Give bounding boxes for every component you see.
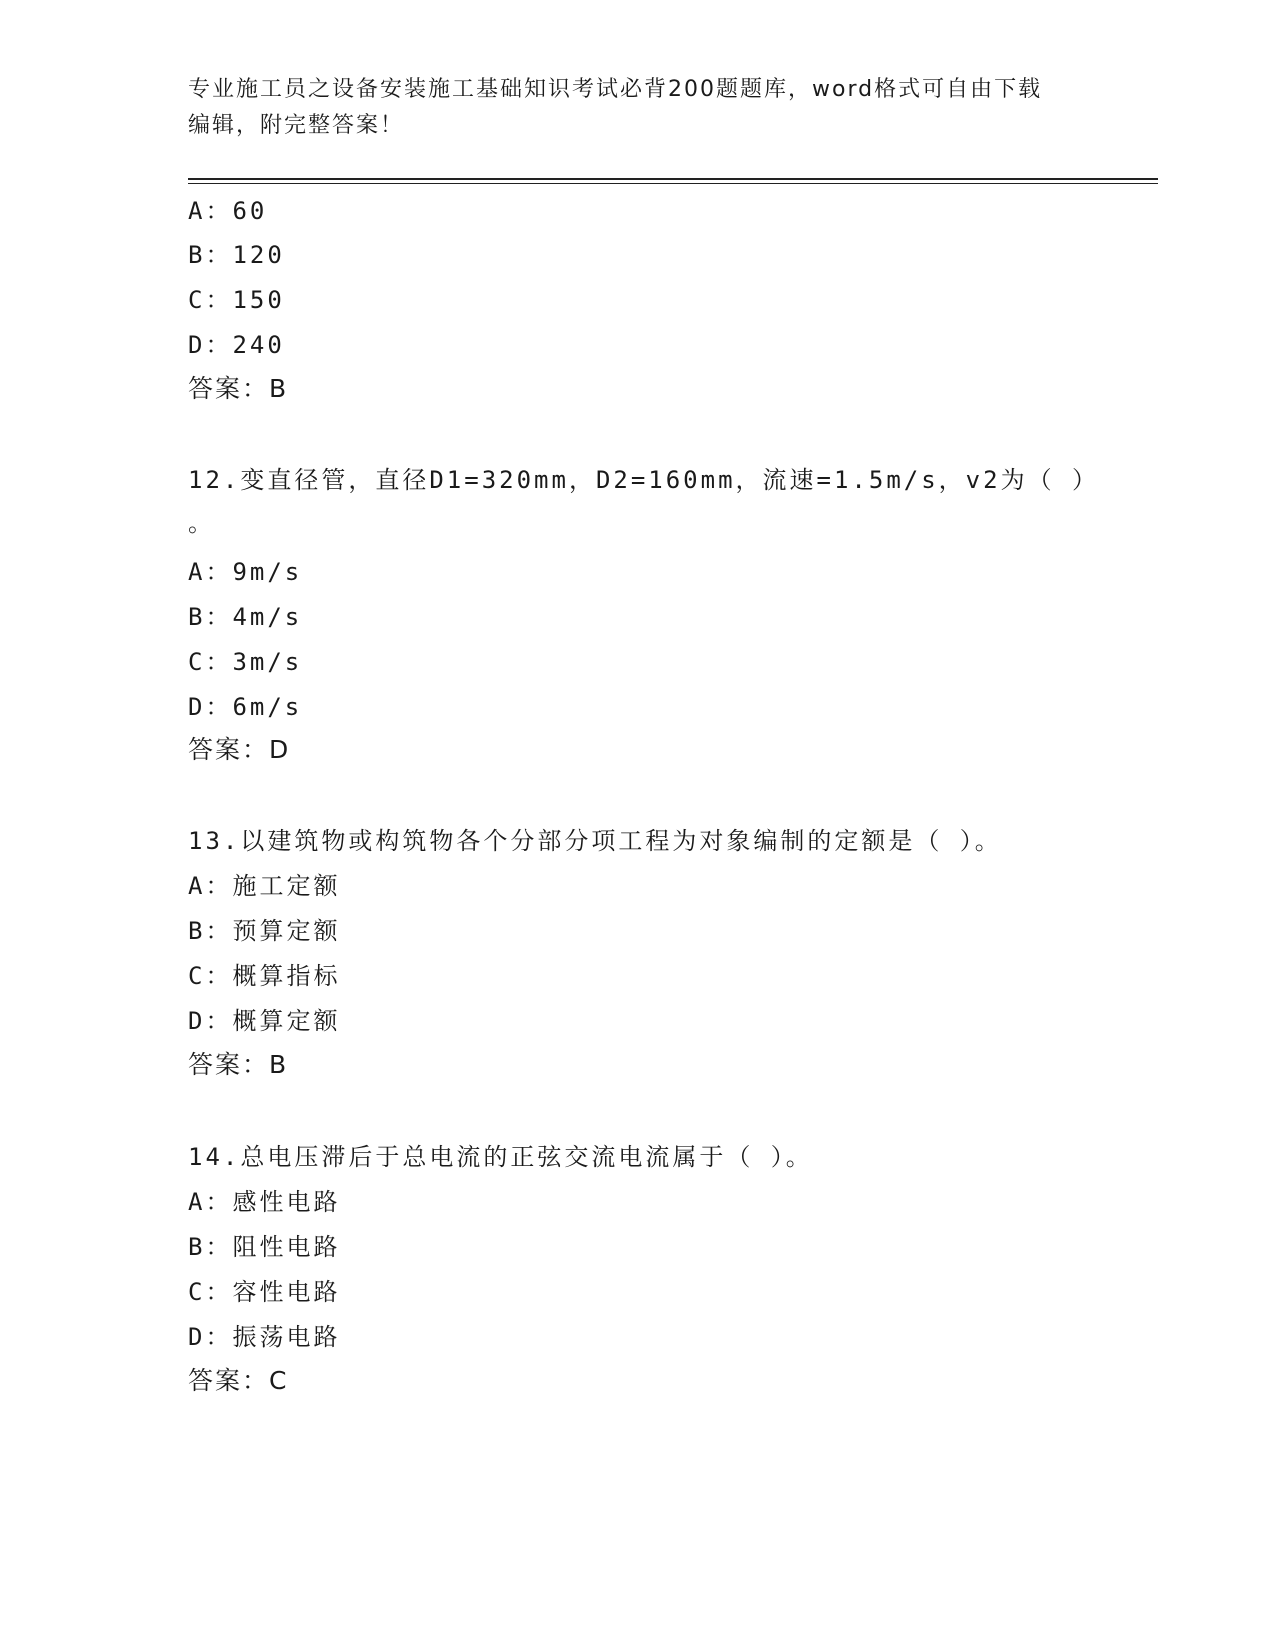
answer-line: 答案：C <box>188 1366 289 1395</box>
question-stem-continuation: 。 <box>188 509 215 537</box>
header-divider-thin <box>188 183 1158 184</box>
option-key: C： <box>188 1278 233 1306</box>
option-text: 概算指标 <box>232 962 341 990</box>
option-d <box>188 1322 340 1352</box>
option-key: B： <box>188 917 233 945</box>
option-b <box>188 916 340 946</box>
header-divider <box>188 178 1158 180</box>
option-text: 6m/s <box>232 693 303 721</box>
option-a <box>188 196 267 226</box>
option-d <box>188 330 285 360</box>
option-key: C： <box>188 286 233 314</box>
option-a <box>188 1187 340 1217</box>
question-stem: 13.以建筑物或构筑物各个分部分项工程为对象编制的定额是（ ）。 <box>188 827 1002 855</box>
option-key: B： <box>188 241 233 269</box>
question-stem: 14.总电压滞后于总电流的正弦交流电流属于（ ）。 <box>188 1143 813 1171</box>
option-b <box>188 240 285 270</box>
answer-line: 答案：D <box>188 735 291 764</box>
option-text: 3m/s <box>232 648 303 676</box>
question-stem: 12.变直径管，直径D1=320mm，D2=160mm，流速=1.5m/s，v2为（ ） <box>188 466 1100 494</box>
option-key: C： <box>188 962 233 990</box>
option-text: 预算定额 <box>232 917 341 945</box>
option-b <box>188 1232 340 1262</box>
option-c <box>188 647 302 677</box>
option-text: 阻性电路 <box>232 1233 341 1261</box>
option-text: 4m/s <box>232 603 303 631</box>
option-c <box>188 1277 340 1307</box>
option-key: C： <box>188 648 233 676</box>
document-title: 专业施工员之设备安装施工基础知识考试必背200题题库，word格式可自由下载 编辑，附完整答案！ <box>188 77 1043 138</box>
option-key: A： <box>188 1188 233 1216</box>
option-text: 感性电路 <box>232 1188 341 1216</box>
answer-line: 答案：B <box>188 374 289 403</box>
option-a <box>188 557 302 587</box>
option-d <box>188 1006 340 1036</box>
option-text: 60 <box>232 197 268 225</box>
option-key: A： <box>188 872 233 900</box>
option-text: 120 <box>232 241 285 269</box>
option-text: 容性电路 <box>232 1278 341 1306</box>
option-key: B： <box>188 603 233 631</box>
option-key: D： <box>188 1007 233 1035</box>
option-text: 概算定额 <box>232 1007 341 1035</box>
option-text: 150 <box>232 286 285 314</box>
option-key: D： <box>188 1323 233 1351</box>
option-a <box>188 871 340 901</box>
option-key: B： <box>188 1233 233 1261</box>
option-text: 240 <box>232 331 285 359</box>
option-c <box>188 961 340 991</box>
option-key: D： <box>188 693 233 721</box>
option-d <box>188 692 302 722</box>
option-text: 施工定额 <box>232 872 341 900</box>
option-b <box>188 602 302 632</box>
option-c <box>188 285 285 315</box>
option-key: D： <box>188 331 233 359</box>
option-text: 振荡电路 <box>232 1323 341 1351</box>
option-text: 9m/s <box>232 558 303 586</box>
option-key: A： <box>188 558 233 586</box>
answer-line: 答案：B <box>188 1050 289 1079</box>
option-key: A： <box>188 197 233 225</box>
